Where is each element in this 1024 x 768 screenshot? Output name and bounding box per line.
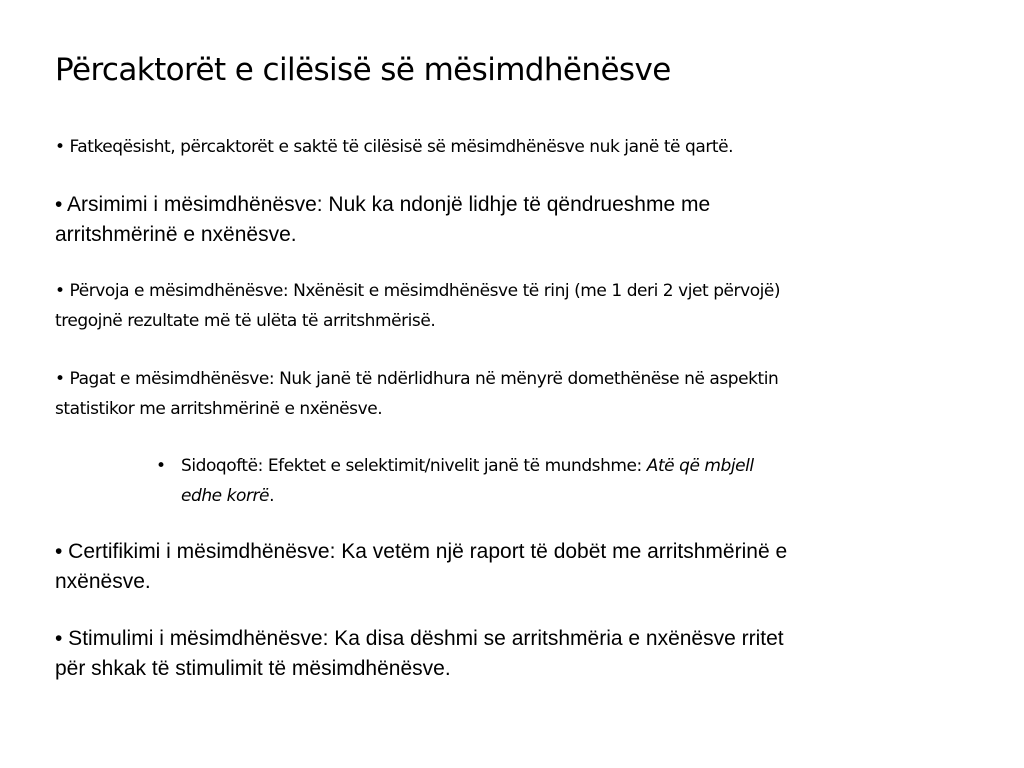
paragraph-certification [55, 537, 787, 597]
sub-bullet-line-2-italic: edhe korrë [181, 486, 270, 506]
paragraph-experience [55, 276, 780, 336]
sub-bullet-marker: • [156, 456, 166, 476]
paragraph-salaries-line-1: • Pagat e mësimdhënësve: Nuk janë të ndërlidhura në mënyrë domethënëse në aspektin [55, 369, 779, 389]
paragraph-incentives-line-1: • Stimulimi i mësimdhënësve: Ka disa dëshmi se arritshmëria e nxënësve rritet [55, 627, 784, 650]
paragraph-education-line-2: arritshmërinë e nxënësve. [55, 223, 297, 246]
paragraph-experience-line-1: • Përvoja e mësimdhënësve: Nxënësit e mësimdhënësve të rinj (me 1 deri 2 vjet përvojë) [55, 281, 781, 301]
sub-bullet-line-1-italic: Atë që mbjell [646, 456, 754, 476]
paragraph-certification-line-1: • Certifikimi i mësimdhënësve: Ka vetëm një raport të dobët me arritshmërinë e [55, 540, 788, 563]
paragraph-intro-line-1: • Fatkeqësisht, përcaktorët e saktë të cilësisë së mësimdhënësve nuk janë të qartë. [55, 137, 734, 157]
sub-bullet-line-2-end: . [269, 486, 275, 506]
paragraph-salaries-line-2: statistikor me arritshmërinë e nxënësve. [55, 399, 383, 419]
paragraph-incentives-line-2: për shkak të stimulimit të mësimdhënësve. [55, 657, 451, 680]
paragraph-experience-line-2: tregojnë rezultate më të ulëta të arritshmërisë. [55, 311, 436, 331]
sub-bullet-line-1 [181, 451, 754, 481]
slide-title: Përcaktorët e cilësisë së mësimdhënësve [55, 52, 671, 88]
paragraph-education-line-1: • Arsimimi i mësimdhënësve: Nuk ka ndonjë lidhje të qëndrueshme me [55, 193, 711, 216]
sub-bullet-line-1-plain: Sidoqoftë: Efektet e selektimit/nivelit janë të mundshme: [181, 456, 647, 476]
paragraph-certification-line-2: nxënësve. [55, 570, 151, 593]
paragraph-salaries [55, 364, 778, 424]
paragraph-incentives [55, 624, 784, 684]
paragraph-education [55, 190, 710, 250]
paragraph-intro [55, 132, 733, 162]
sub-bullet-text [181, 451, 754, 511]
sub-bullet-line-2 [181, 481, 754, 511]
